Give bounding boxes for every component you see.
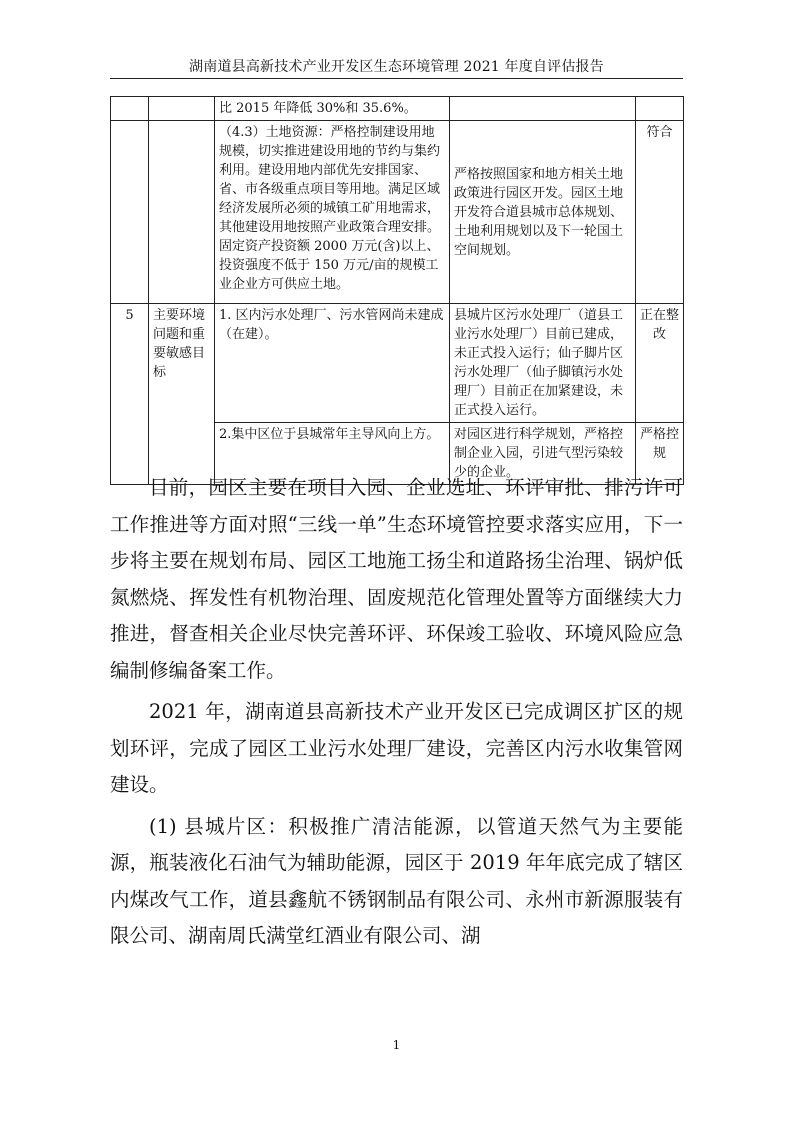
number-cell: 5 [111,304,149,485]
page-header-title: 湖南道县高新技术产业开发区生态环境管理 2021 年度自评估报告 [189,59,604,75]
page-number: 1 [392,1038,401,1052]
result-cell: 符合 [636,121,684,304]
result-cell [636,97,684,121]
body-text [110,470,683,960]
status-cell: 对园区进行科学规划，严格控制企业入园，引进气型污染较少的企业。 [450,423,636,485]
status-cell [450,97,636,121]
result-cell: 正在整改 [636,304,684,423]
table-row [111,304,684,423]
status-cell: 县城片区污水处理厂（道县工业污水处理厂）目前已建成，未正式投入运行；仙子脚片区污水处理厂（仙子脚镇污水处理厂）目前正在加紧建设，未正式投入运行。 [450,304,636,423]
category-cell [149,121,215,304]
category-cell [149,97,215,121]
requirement-cell: 1. 区内污水处理厂、污水管网尚未建成（在建）。 [215,304,450,423]
evaluation-table [110,96,684,485]
number-cell [111,97,149,121]
header-divider [110,78,683,79]
requirement-cell: 2.集中区位于县城常年主导风向上方。 [215,423,450,485]
requirement-cell: （4.3）土地资源：严格控制建设用地规模，切实推进建设用地的节约与集约利用。建设用地内部优先安排国家、省、市各级重点项目等用地。满足区域经济发展所必须的城镇工矿用地需求，其他建设用地按照产业政策合理安排。固定资产投资额 2000 万元(含)以上、投资强度不低于 150 万元/亩的规模工业企业方可供应土地。 [215,121,450,304]
result-cell: 严格控规 [636,423,684,485]
paragraph: 目前，园区主要在项目入园、企业选址、环评审批、排污许可工作推进等方面对照“三线一单”生态环境管控要求落实应用，下一步将主要在规划布局、园区工地施工扬尘和道路扬尘治理、锅炉低氮燃烧、挥发性有机物治理、固废规范化管理处置等方面继续大力推进，督查相关企业尽快完善环评、环保竣工验收、环境风险应急编制修编备案工作。 [110,476,683,682]
requirement-cell: 比 2015 年降低 30%和 35.6%。 [215,97,450,121]
paragraph: (1) 县城片区：积极推广清洁能源，以管道天然气为主要能源，瓶装液化石油气为辅助能源，园区于 2019 年年底完成了辖区内煤改气工作，道县鑫航不锈钢制品有限公司、永州市新源服装有限公司、湖南周氏满堂红酒业有限公司、湖 [110,814,683,947]
table-row [111,97,684,121]
number-cell [111,121,149,304]
status-cell: 严格按照国家和地方相关土地政策进行园区开发。园区土地开发符合道县城市总体规划、土地利用规划以及下一轮国土空间规划。 [450,121,636,304]
table-row [111,121,684,304]
paragraph: 2021 年，湖南道县高新技术产业开发区已完成调区扩区的规划环评，完成了园区工业污水处理厂建设，完善区内污水收集管网建设。 [110,700,683,796]
category-cell: 主要环境问题和重要敏感目标 [149,304,215,485]
